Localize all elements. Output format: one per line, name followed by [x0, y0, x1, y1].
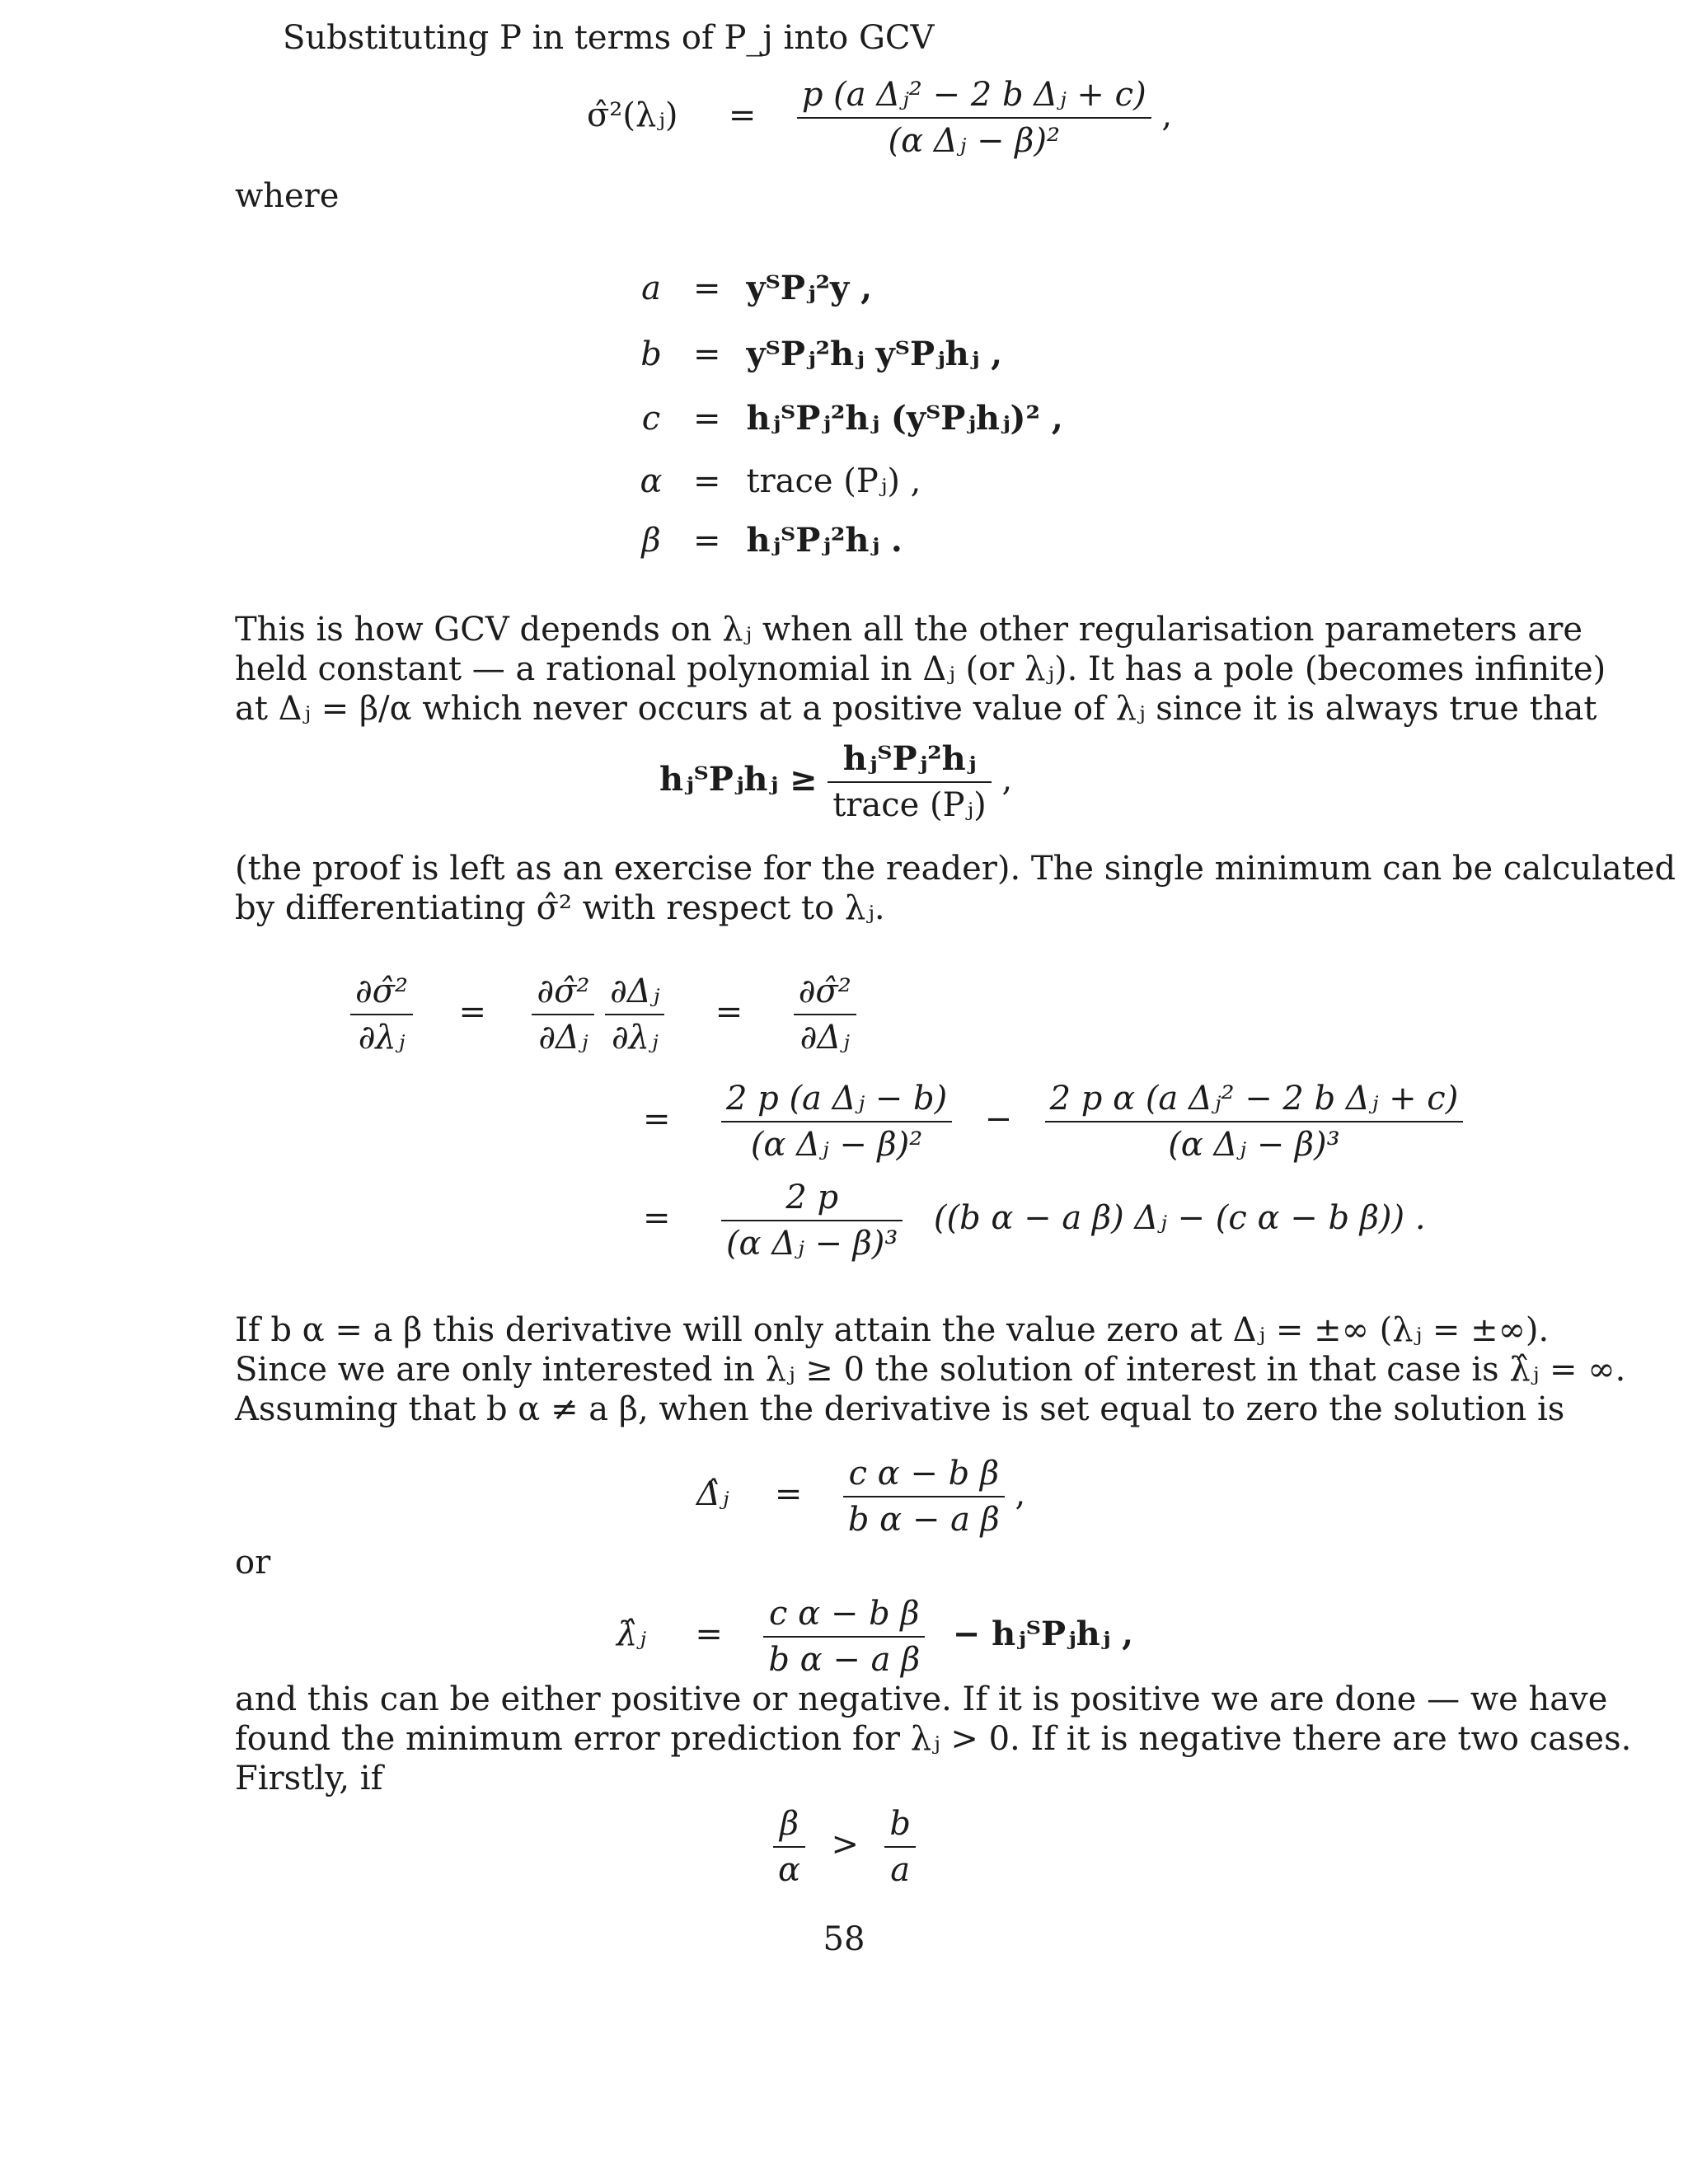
derivative-line-1	[350, 972, 856, 1057]
def-lhs: a	[641, 269, 661, 307]
lambda-hat-equation	[617, 1595, 1133, 1679]
ineq-numerator: hⱼᵀPⱼ²hⱼ	[828, 740, 992, 783]
paragraph-line: Firstly, if	[235, 1760, 383, 1797]
ineq-lhs: hⱼᵀPⱼhⱼ ≥	[659, 760, 818, 799]
gcv-lhs: σ̂²(λⱼ)	[587, 96, 678, 134]
def-lhs: α	[640, 462, 663, 500]
deriv-l2-fraction-2	[1045, 1080, 1464, 1164]
gcv-equation	[587, 76, 1172, 160]
deriv-lhs-num: ∂σ̂²	[350, 972, 413, 1015]
gcv-tail: ,	[1161, 96, 1173, 134]
page-number: 58	[823, 1920, 865, 1958]
paragraph-3	[235, 1310, 1626, 1429]
paragraph-line: (the proof is left as an exercise for the reader). The single minimum can be calculated	[235, 850, 1676, 888]
ineq-fraction	[828, 740, 992, 824]
deriv-l3-num: 2 p	[721, 1179, 903, 1221]
delta-hat-equation	[696, 1455, 1025, 1539]
paragraph-line: Since we are only interested in λⱼ ≥ 0 the solution of interest in that case is λ̂ⱼ = ∞.	[235, 1351, 1626, 1389]
gcv-fraction	[797, 76, 1151, 160]
def-rel: =	[692, 462, 721, 500]
deriv-mid-den-1: ∂Δⱼ	[538, 1019, 588, 1057]
lambda-hat-num: c α − b β	[763, 1595, 925, 1638]
deriv-l3-tail: ((b α − a β) Δⱼ − (c α − b β)) .	[933, 1199, 1426, 1237]
gcv-rel: =	[728, 96, 757, 134]
deriv-l2-minus: −	[984, 1100, 1013, 1138]
ratio-fraction-1	[773, 1805, 805, 1889]
ratio-rel: >	[831, 1825, 859, 1863]
inequality-equation	[659, 740, 1012, 824]
def-rhs: hⱼᵀPⱼ²hⱼ (yᵀPⱼhⱼ)² ,	[746, 399, 1063, 438]
lambda-hat-rel: =	[695, 1615, 723, 1653]
deriv-l3-den: (α Δⱼ − β)³	[725, 1225, 898, 1263]
paragraph-line: held constant — a rational polynomial in Δⱼ (or λⱼ). It has a pole (becomes infinite)	[235, 650, 1606, 688]
ratio-num-1: β	[773, 1805, 805, 1848]
def-rel: =	[692, 269, 721, 307]
delta-hat-num: c α − b β	[843, 1455, 1005, 1497]
where-label: where	[235, 177, 340, 215]
ratio-inequality	[773, 1805, 916, 1889]
ratio-den-1: α	[778, 1851, 801, 1889]
def-lhs: b	[640, 335, 662, 373]
ratio-num-2: b	[884, 1805, 916, 1848]
deriv-l2-den-1: (α Δⱼ − β)²	[750, 1126, 923, 1164]
deriv-l2-den-2: (α Δⱼ − β)³	[1168, 1126, 1340, 1164]
deriv-l2-num-1: 2 p (a Δⱼ − b)	[721, 1080, 952, 1122]
def-row	[635, 335, 1002, 374]
deriv-mid-den-2: ∂λⱼ	[611, 1019, 659, 1057]
def-row	[635, 521, 903, 560]
deriv-lhs-fraction	[350, 972, 413, 1057]
gcv-denominator: (α Δⱼ − β)²	[888, 122, 1061, 160]
def-rhs: yᵀPⱼ²y ,	[746, 269, 873, 307]
paragraph-1	[235, 610, 1606, 729]
lambda-hat-tail: − hⱼᵀPⱼhⱼ ,	[952, 1615, 1134, 1653]
paragraph-line: by differentiating σ̂² with respect to λⱼ.	[235, 889, 885, 927]
deriv-mid-fraction-2	[605, 972, 664, 1057]
deriv-mid-num-1: ∂σ̂²	[532, 972, 594, 1015]
def-rel: =	[692, 522, 721, 560]
def-rhs: hⱼᵀPⱼ²hⱼ .	[746, 521, 903, 560]
paragraph-4	[235, 1680, 1632, 1798]
deriv-lhs-den: ∂λⱼ	[358, 1019, 406, 1057]
def-rhs: yᵀPⱼ²hⱼ yᵀPⱼhⱼ ,	[746, 335, 1003, 373]
derivative-line-3	[643, 1179, 1426, 1263]
deriv-l2-num-2: 2 p α (a Δⱼ² − 2 b Δⱼ + c)	[1045, 1080, 1464, 1122]
delta-hat-lhs: Δ̂ⱼ	[696, 1475, 729, 1513]
def-lhs: c	[641, 400, 661, 438]
def-row	[635, 399, 1063, 438]
def-rel: =	[692, 400, 721, 438]
lambda-hat-lhs: λ̂ⱼ	[617, 1615, 646, 1653]
ineq-tail: ,	[1001, 761, 1013, 799]
lambda-hat-fraction	[763, 1595, 925, 1679]
lambda-hat-den: b α − a β	[768, 1641, 921, 1679]
deriv-eq-sign: =	[715, 993, 743, 1031]
deriv-rhs-num: ∂σ̂²	[794, 972, 856, 1015]
paragraph-line: If b α = a β this derivative will only attain the value zero at Δⱼ = ±∞ (λⱼ = ±∞).	[235, 1311, 1550, 1349]
deriv-l2-fraction-1	[721, 1080, 952, 1164]
ineq-denominator: trace (Pⱼ)	[832, 786, 987, 824]
paragraph-line: This is how GCV depends on λⱼ when all the other regularisation parameters are	[235, 611, 1583, 649]
deriv-rhs-fraction	[794, 972, 856, 1057]
deriv-eq-sign: =	[643, 1199, 671, 1237]
delta-hat-rel: =	[774, 1475, 803, 1513]
delta-hat-fraction	[843, 1455, 1005, 1539]
gcv-numerator: p (a Δⱼ² − 2 b Δⱼ + c)	[797, 76, 1151, 119]
paragraph-line: and this can be either positive or negative. If it is positive we are done — we have	[235, 1680, 1608, 1718]
def-rhs: trace (Pⱼ) ,	[746, 462, 921, 500]
ratio-fraction-2	[884, 1805, 916, 1889]
delta-hat-den: b α − a β	[847, 1501, 1000, 1539]
def-row	[635, 462, 921, 501]
paragraph-2	[235, 849, 1676, 928]
ratio-den-2: a	[890, 1851, 911, 1889]
def-row	[635, 269, 872, 308]
def-lhs: β	[641, 522, 661, 560]
intro-line: Substituting P in terms of P_j into GCV	[283, 19, 935, 57]
derivative-line-2	[643, 1080, 1463, 1164]
delta-hat-tail: ,	[1015, 1475, 1026, 1513]
deriv-l3-fraction	[721, 1179, 903, 1263]
deriv-eq-sign: =	[458, 993, 486, 1031]
paragraph-line: found the minimum error prediction for λⱼ > 0. If it is negative there are two cases.	[235, 1720, 1632, 1758]
deriv-rhs-den: ∂Δⱼ	[799, 1019, 850, 1057]
paragraph-line: Assuming that b α ≠ a β, when the derivative is set equal to zero the solution is	[235, 1390, 1565, 1428]
deriv-mid-num-2: ∂Δⱼ	[605, 972, 664, 1015]
deriv-mid-fraction-1	[532, 972, 594, 1057]
or-label: or	[235, 1544, 271, 1582]
deriv-eq-sign: =	[643, 1100, 671, 1138]
def-rel: =	[692, 335, 721, 373]
paragraph-line: at Δⱼ = β/α which never occurs at a positive value of λⱼ since it is always true that	[235, 690, 1597, 728]
